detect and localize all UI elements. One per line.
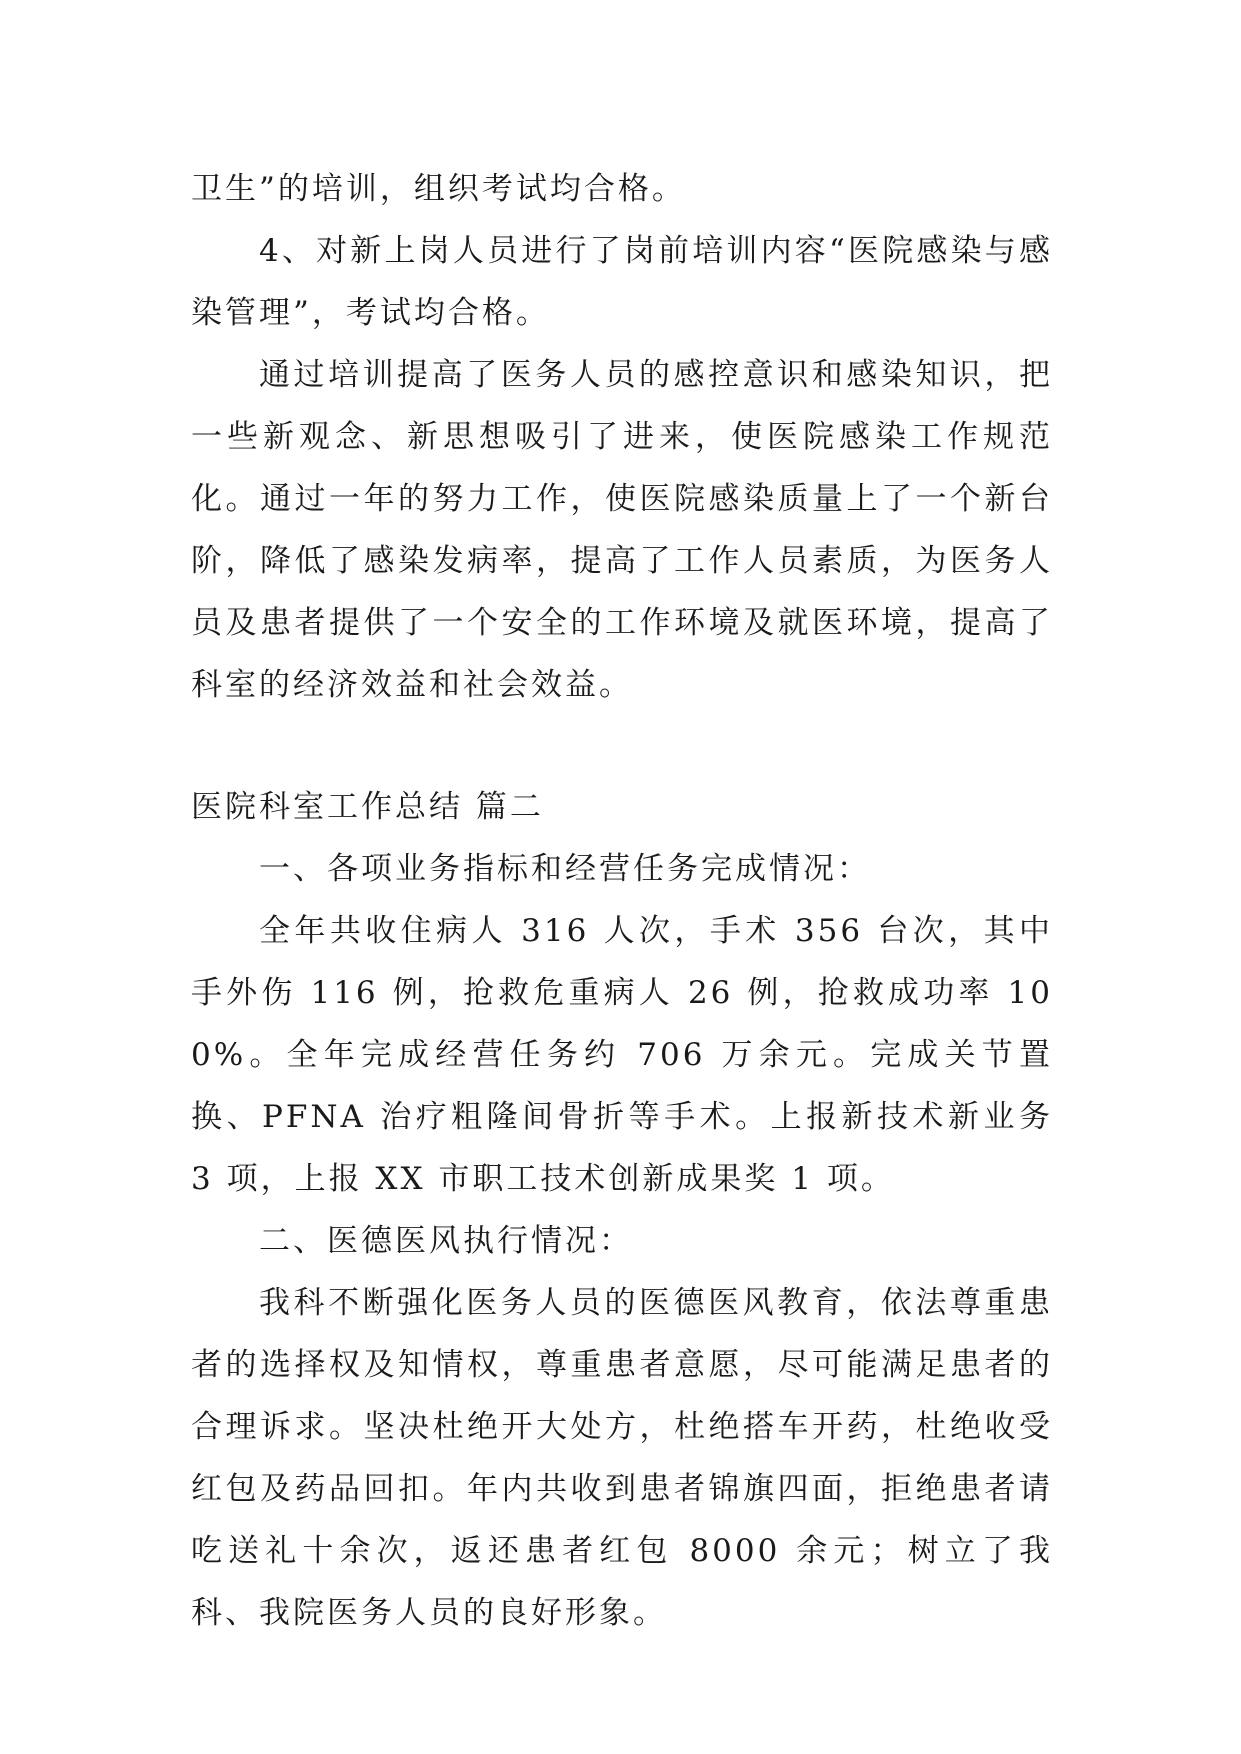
paragraph-heading-2: 二、医德医风执行情况：: [259, 1223, 633, 1259]
section-spacer: [191, 716, 1053, 776]
section-title: 医院科室工作总结 篇二: [191, 789, 544, 825]
paragraph-training-continued: 卫生”的培训，组织考试均合格。: [191, 171, 686, 207]
paragraph-item-4: 4、对新上岗人员进行了岗前培训内容“医院感染与感染管理”，考试均合格。: [191, 233, 1053, 331]
document-body: [191, 158, 1053, 1644]
paragraph-training-summary: 通过培训提高了医务人员的感控意识和感染知识，把一些新观念、新思想吸引了进来，使医院感染工作规范化。通过一年的努力工作，使医院感染质量上了一个新台阶，降低了感染发病率，提高了工作人员素质，为医务人员及患者提供了一个安全的工作环境及就医环境，提高了科室的经济效益和社会效益。: [191, 357, 1053, 703]
paragraph-business-metrics: 全年共收住病人 316 人次，手术 356 台次，其中手外伤 116 例，抢救危重病人 26 例，抢救成功率 100%。全年完成经营任务约 706 万余元。完成关节置换、PFNA 治疗粗隆间骨折等手术。上报新技术新业务 3 项，上报 XX 市职工技术创新成果奖 1 项。: [191, 913, 1053, 1197]
paragraph-heading-1: 一、各项业务指标和经营任务完成情况：: [259, 851, 871, 887]
paragraph-medical-ethics: 我科不断强化医务人员的医德医风教育，依法尊重患者的选择权及知情权，尊重患者意愿，尽可能满足患者的合理诉求。坚决杜绝开大处方，杜绝搭车开药，杜绝收受红包及药品回扣。年内共收到患者锦旗四面，拒绝患者请吃送礼十余次，返还患者红包 8000 余元；树立了我科、我院医务人员的良好形象。: [191, 1285, 1053, 1631]
